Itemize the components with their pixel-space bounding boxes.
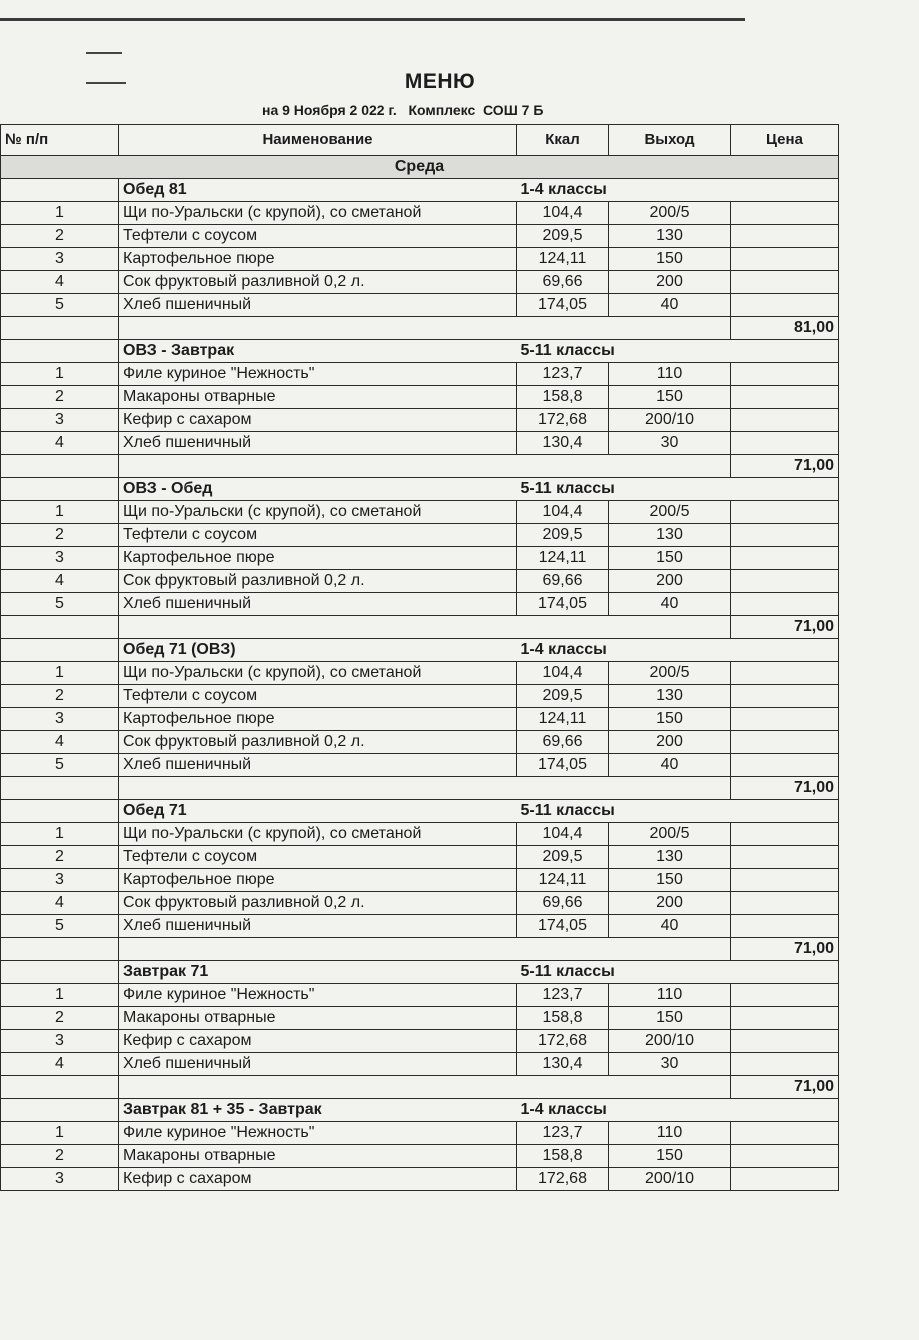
item-kcal: 209,5 [517,524,609,547]
item-kcal: 124,11 [517,248,609,271]
item-name: Хлеб пшеничный [119,1053,517,1076]
table-row [1,1168,839,1191]
table-row [1,386,839,409]
total-blank [119,1076,731,1099]
day-label: Среда [1,156,839,179]
item-name: Макароны отварные [119,1145,517,1168]
item-price-blank [731,731,839,754]
item-output: 40 [609,915,731,938]
table-row [1,294,839,317]
table-row [1,754,839,777]
col-header-name: Наименование [119,125,517,156]
item-number: 2 [1,386,119,409]
table-row [1,1122,839,1145]
total-blank [1,317,119,340]
item-output: 200/10 [609,409,731,432]
item-price-blank [731,271,839,294]
table-row [1,1053,839,1076]
table-row [1,409,839,432]
item-output: 130 [609,846,731,869]
total-blank [119,938,731,961]
group-header-row [1,1099,839,1122]
item-number: 2 [1,1145,119,1168]
group-price: 71,00 [731,1076,839,1099]
item-kcal: 123,7 [517,1122,609,1145]
item-number: 5 [1,915,119,938]
group-classes: 5-11 классы [517,961,839,984]
item-name: Кефир с сахаром [119,1168,517,1191]
table-row [1,685,839,708]
item-output: 150 [609,869,731,892]
item-output: 40 [609,593,731,616]
item-price-blank [731,501,839,524]
group-name: Завтрак 81 + 35 - Завтрак [119,1099,517,1122]
table-row [1,363,839,386]
group-classes: 1-4 классы [517,639,839,662]
item-name: Филе куриное "Нежность" [119,984,517,1007]
item-price-blank [731,1122,839,1145]
item-kcal: 104,4 [517,823,609,846]
item-number: 2 [1,846,119,869]
item-number: 1 [1,202,119,225]
item-kcal: 69,66 [517,570,609,593]
item-kcal: 158,8 [517,1007,609,1030]
item-name: Сок фруктовый разливной 0,2 л. [119,271,517,294]
group-num-blank [1,340,119,363]
group-name: Обед 71 (ОВЗ) [119,639,517,662]
group-header-row [1,478,839,501]
group-classes: 1-4 классы [517,179,839,202]
group-header-row [1,179,839,202]
item-output: 150 [609,547,731,570]
item-output: 200 [609,271,731,294]
item-kcal: 104,4 [517,501,609,524]
margin-mark [86,82,126,84]
table-row [1,915,839,938]
group-num-blank [1,478,119,501]
item-price-blank [731,225,839,248]
item-output: 150 [609,1007,731,1030]
item-output: 200/10 [609,1168,731,1191]
group-num-blank [1,800,119,823]
item-kcal: 174,05 [517,593,609,616]
group-num-blank [1,961,119,984]
group-total-row [1,455,839,478]
item-kcal: 130,4 [517,1053,609,1076]
item-name: Кефир с сахаром [119,1030,517,1053]
table-row [1,501,839,524]
group-num-blank [1,1099,119,1122]
item-price-blank [731,202,839,225]
item-name: Хлеб пшеничный [119,294,517,317]
item-price-blank [731,1053,839,1076]
col-header-kcal: Ккал [517,125,609,156]
group-header-row [1,961,839,984]
item-number: 1 [1,363,119,386]
item-number: 5 [1,754,119,777]
item-name: Макароны отварные [119,386,517,409]
day-row [1,156,839,179]
table-row [1,524,839,547]
item-price-blank [731,593,839,616]
group-header-row [1,639,839,662]
item-price-blank [731,294,839,317]
total-blank [1,455,119,478]
group-price: 71,00 [731,777,839,800]
col-header-num: № п/п [1,125,119,156]
item-kcal: 209,5 [517,685,609,708]
item-number: 2 [1,685,119,708]
item-price-blank [731,524,839,547]
item-name: Кефир с сахаром [119,409,517,432]
item-name: Картофельное пюре [119,547,517,570]
item-price-blank [731,708,839,731]
table-row [1,662,839,685]
item-output: 130 [609,225,731,248]
table-row [1,984,839,1007]
table-header-row [1,125,839,156]
item-name: Сок фруктовый разливной 0,2 л. [119,892,517,915]
total-blank [1,777,119,800]
item-price-blank [731,1030,839,1053]
page-title: МЕНЮ [404,70,476,93]
item-number: 1 [1,1122,119,1145]
table-row [1,547,839,570]
item-price-blank [731,248,839,271]
item-kcal: 104,4 [517,662,609,685]
item-number: 2 [1,225,119,248]
table-row [1,593,839,616]
page-subtitle: на 9 Ноября 2 022 г. Комплекс СОШ 7 Б [262,102,544,118]
total-blank [119,616,731,639]
group-name: ОВЗ - Завтрак [119,340,517,363]
group-classes: 5-11 классы [517,800,839,823]
item-number: 4 [1,892,119,915]
item-price-blank [731,1168,839,1191]
item-kcal: 158,8 [517,386,609,409]
item-number: 5 [1,294,119,317]
item-output: 200 [609,892,731,915]
item-kcal: 209,5 [517,846,609,869]
item-kcal: 124,11 [517,708,609,731]
item-price-blank [731,685,839,708]
item-name: Филе куриное "Нежность" [119,363,517,386]
item-kcal: 123,7 [517,984,609,1007]
group-classes: 5-11 классы [517,478,839,501]
item-number: 4 [1,432,119,455]
item-price-blank [731,754,839,777]
item-name: Хлеб пшеничный [119,915,517,938]
item-number: 4 [1,570,119,593]
item-output: 200/5 [609,662,731,685]
group-classes: 1-4 классы [517,1099,839,1122]
item-name: Тефтели с соусом [119,685,517,708]
total-blank [1,616,119,639]
item-kcal: 158,8 [517,1145,609,1168]
total-blank [119,455,731,478]
group-name: ОВЗ - Обед [119,478,517,501]
item-kcal: 124,11 [517,869,609,892]
item-output: 110 [609,984,731,1007]
item-number: 4 [1,271,119,294]
table-row [1,248,839,271]
item-output: 130 [609,524,731,547]
item-number: 1 [1,984,119,1007]
item-output: 200/10 [609,1030,731,1053]
item-output: 200/5 [609,501,731,524]
item-output: 200 [609,570,731,593]
col-header-price: Цена [731,125,839,156]
item-kcal: 209,5 [517,225,609,248]
item-output: 200/5 [609,823,731,846]
item-kcal: 69,66 [517,271,609,294]
group-name: Обед 81 [119,179,517,202]
item-kcal: 174,05 [517,294,609,317]
table-row [1,1145,839,1168]
item-output: 200 [609,731,731,754]
item-name: Хлеб пшеничный [119,432,517,455]
item-price-blank [731,915,839,938]
item-output: 150 [609,248,731,271]
table-row [1,869,839,892]
item-number: 5 [1,593,119,616]
item-kcal: 130,4 [517,432,609,455]
group-name: Завтрак 71 [119,961,517,984]
table-row [1,432,839,455]
table-row [1,271,839,294]
item-output: 40 [609,754,731,777]
group-header-row [1,340,839,363]
item-price-blank [731,1145,839,1168]
item-kcal: 104,4 [517,202,609,225]
item-number: 3 [1,1168,119,1191]
item-name: Филе куриное "Нежность" [119,1122,517,1145]
table-row [1,823,839,846]
item-kcal: 69,66 [517,892,609,915]
item-name: Тефтели с соусом [119,225,517,248]
item-output: 110 [609,363,731,386]
group-total-row [1,1076,839,1099]
item-name: Картофельное пюре [119,248,517,271]
top-rule [0,18,745,21]
item-name: Щи по-Уральски (с крупой), со сметаной [119,823,517,846]
group-num-blank [1,639,119,662]
total-blank [1,1076,119,1099]
item-kcal: 174,05 [517,754,609,777]
item-name: Сок фруктовый разливной 0,2 л. [119,570,517,593]
item-name: Щи по-Уральски (с крупой), со сметаной [119,662,517,685]
group-price: 71,00 [731,616,839,639]
table-row [1,892,839,915]
item-kcal: 123,7 [517,363,609,386]
item-name: Хлеб пшеничный [119,593,517,616]
item-number: 3 [1,248,119,271]
group-price: 81,00 [731,317,839,340]
item-name: Щи по-Уральски (с крупой), со сметаной [119,501,517,524]
col-header-output: Выход [609,125,731,156]
table-row [1,202,839,225]
item-price-blank [731,570,839,593]
table-row [1,1030,839,1053]
item-output: 40 [609,294,731,317]
item-number: 1 [1,662,119,685]
item-price-blank [731,984,839,1007]
item-kcal: 172,68 [517,1030,609,1053]
item-price-blank [731,892,839,915]
item-name: Картофельное пюре [119,869,517,892]
menu-body [1,156,839,1191]
item-price-blank [731,409,839,432]
item-number: 2 [1,524,119,547]
item-number: 4 [1,731,119,754]
table-row [1,846,839,869]
item-price-blank [731,823,839,846]
group-name: Обед 71 [119,800,517,823]
margin-mark [86,52,122,54]
total-blank [1,938,119,961]
item-output: 150 [609,386,731,409]
table-row [1,225,839,248]
item-number: 2 [1,1007,119,1030]
item-kcal: 124,11 [517,547,609,570]
item-price-blank [731,662,839,685]
item-output: 30 [609,432,731,455]
item-output: 130 [609,685,731,708]
item-output: 200/5 [609,202,731,225]
item-number: 3 [1,547,119,570]
item-name: Тефтели с соусом [119,846,517,869]
item-output: 30 [609,1053,731,1076]
item-name: Щи по-Уральски (с крупой), со сметаной [119,202,517,225]
group-price: 71,00 [731,455,839,478]
table-row [1,1007,839,1030]
item-price-blank [731,363,839,386]
item-number: 3 [1,708,119,731]
group-total-row [1,616,839,639]
total-blank [119,777,731,800]
group-total-row [1,938,839,961]
item-price-blank [731,846,839,869]
item-number: 3 [1,869,119,892]
item-kcal: 172,68 [517,1168,609,1191]
item-price-blank [731,1007,839,1030]
item-number: 1 [1,501,119,524]
item-number: 3 [1,409,119,432]
group-num-blank [1,179,119,202]
table-row [1,731,839,754]
table-row [1,708,839,731]
item-kcal: 174,05 [517,915,609,938]
item-name: Хлеб пшеничный [119,754,517,777]
item-price-blank [731,386,839,409]
item-name: Тефтели с соусом [119,524,517,547]
table-row [1,570,839,593]
item-number: 1 [1,823,119,846]
group-header-row [1,800,839,823]
item-number: 4 [1,1053,119,1076]
total-blank [119,317,731,340]
item-number: 3 [1,1030,119,1053]
item-output: 110 [609,1122,731,1145]
item-kcal: 69,66 [517,731,609,754]
group-total-row [1,777,839,800]
item-price-blank [731,869,839,892]
item-price-blank [731,547,839,570]
menu-table [0,124,839,1191]
item-name: Макароны отварные [119,1007,517,1030]
group-classes: 5-11 классы [517,340,839,363]
item-output: 150 [609,1145,731,1168]
item-name: Сок фруктовый разливной 0,2 л. [119,731,517,754]
item-kcal: 172,68 [517,409,609,432]
group-price: 71,00 [731,938,839,961]
group-total-row [1,317,839,340]
item-name: Картофельное пюре [119,708,517,731]
item-price-blank [731,432,839,455]
item-output: 150 [609,708,731,731]
